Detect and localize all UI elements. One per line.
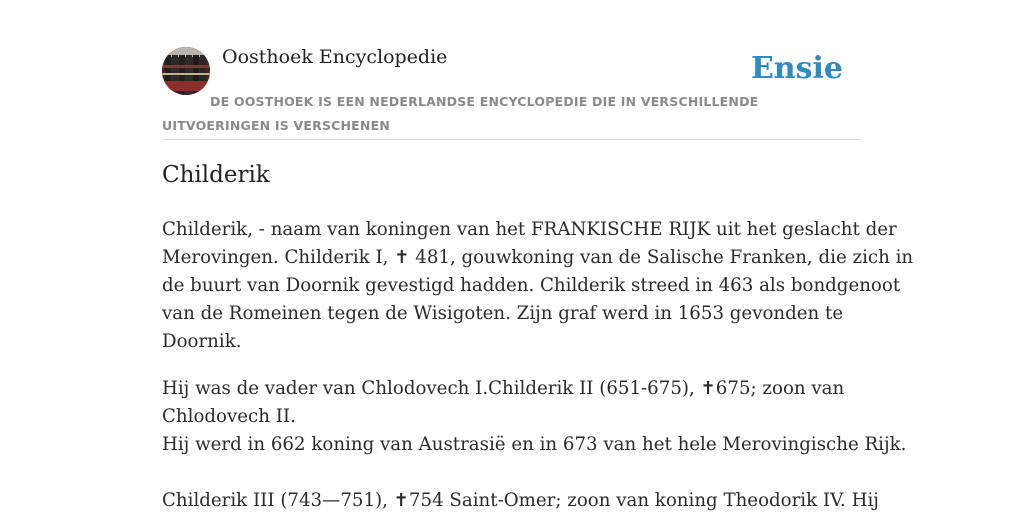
- text-line: Doornik.: [162, 331, 242, 352]
- site-tagline: DE OOSTHOEK IS EEN NEDERLANDSE ENCYCLOPEDIE DIE IN VERSCHILLENDE UITVOERINGEN IS VERSCHENEN: [162, 94, 759, 133]
- page-title: Childerik: [162, 162, 270, 188]
- brand-logo[interactable]: Ensie: [750, 51, 843, 86]
- article-body: [162, 216, 914, 512]
- article-paragraph: [162, 375, 907, 512]
- avatar[interactable]: [162, 47, 210, 95]
- site-name[interactable]: Oosthoek Encyclopedie: [222, 46, 448, 68]
- text-line: Merovingen. Childerik I, ✝ 481, gouwkoning van de Salische Franken, die zich in: [162, 247, 914, 268]
- book-spines-icon: [162, 47, 210, 95]
- line-break: [162, 459, 862, 487]
- site-header: [162, 0, 862, 140]
- text-line: Hij werd in 662 koning van Austrasië en in 673 van het hele Merovingische Rijk.: [162, 434, 907, 455]
- text-line: Childerik III (743—751), ✝754 Saint-Omer; zoon van koning Theodorik IV. Hij: [162, 490, 879, 511]
- text-line: Hij was de vader van Chlodovech I.Childerik II (651-675), ✝675; zoon van: [162, 378, 845, 399]
- text-line: Childerik, - naam van koningen van het FRANKISCHE RIJK uit het geslacht der: [162, 219, 897, 240]
- text-line: Chlodovech II.: [162, 406, 296, 427]
- article-paragraph: [162, 216, 914, 356]
- text-line: de buurt van Doornik gevestigd hadden. Childerik streed in 463 als bondgenoot: [162, 275, 901, 296]
- text-line: van de Romeinen tegen de Wisigoten. Zijn graf werd in 1653 gevonden te: [162, 303, 844, 324]
- page-container: [162, 0, 914, 511]
